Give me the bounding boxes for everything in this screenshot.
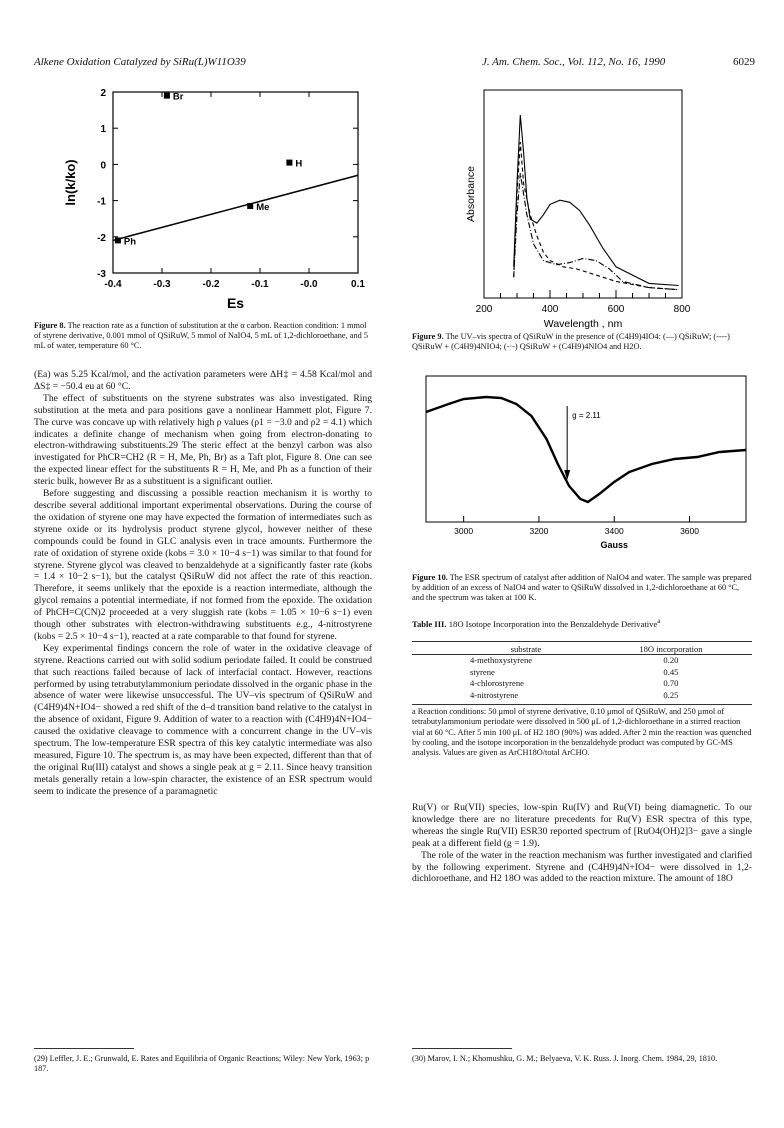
x-tick-label: 3600 [680,526,699,536]
journal-citation: J. Am. Chem. Soc., Vol. 112, No. 16, 1990 [482,56,666,68]
left-column-text [34,369,372,798]
table-3-title: Table III. 18O Isotope Incorporation into the Benzaldehyde Derivative$^a$ [412,617,661,629]
y-tick-label: 0 [100,160,106,172]
x-tick-label: 800 [673,304,691,315]
figure-8-caption: Figure 8. The reaction rate as a function of substitution at the α carbon. Reaction condition: 1 mmol of styrene derivative, 0.001 mmol of QSiRuW, 5 mmol of NaIO4, 5 mL of 1,2-dichloroethane, and 5 mL of water, temperature 60 °C. [34,321,368,351]
x-tick-label: -0.1 [251,279,269,290]
x-axis-label: Es [226,295,245,311]
spectrum-line [514,173,679,290]
y-axis-label: Absorbance [465,165,477,223]
paragraph: The effect of substituents on the styrene substrates was also investigated. Ring substitution at the meta and para positions gave a nonlinear Hammett plot, Figure 7. The curve was concave up with relatively high ρ values (ρ1 = −3.0 and ρ2 = 4.1) which indicates a definite change of mechanism when going from electron-donating to electron-withdrawing substituents.29 The steric effect at the benzyl carbon was also investigated for PhCR=CH2 (R = H, Me, Ph, Br) as a Taft plot, Figure 8. One can see the expected linear effect for the substituents R = H, Me, and Ph as a function of their steric bulk, however Br as a substituent is a significant outlier. [34,392,372,488]
table-row [440,655,730,667]
x-tick-label: 3000 [454,526,474,536]
table-row [440,678,730,690]
data-point [247,203,253,209]
page-number: 6029 [733,56,755,68]
running-header-title: Alkene Oxidation Catalyzed by SiRu(L)W11O39 [34,56,246,68]
paragraph: Ru(V) or Ru(VII) species, low-spin Ru(IV) and Ru(VI) being diamagnetic. To our knowledge there are no literature precedents for Ru(V) ESR spectra of this type, whereas the single Ru(VII) ESR30 reported spectrum of [RuO4(OH)2]3− gave a single peak at a different field (g = 1.9). [412,802,752,849]
x-tick-label: 3400 [604,526,624,536]
x-tick-label: 0.1 [351,279,365,290]
figure-9-caption: Figure 9. The UV–vis spectra of QSiRuW in the presence of (C4H9)4IO4: (—) QSiRuW; (----) QSiRuW + (C4H9)4NIO4; (-·-) QSiRuW + (C4H9)4NIO4 and H2O. [412,332,730,352]
figure-10-caption: Figure 10. The ESR spectrum of catalyst after addition of NaIO4 and water. The sample was prepared by addition of an excess of NaIO4 and water to QSiRuW dissolved in 1,2-dichloroethane at 60 °C, and the spectrum was taken at 100 K. [412,573,752,603]
y-tick-label: 2 [100,88,106,99]
y-tick-label: -3 [97,269,106,280]
figure-10-plot [406,366,756,566]
paragraph: (Ea) was 5.25 Kcal/mol, and the activation parameters were ΔH‡ = 4.58 Kcal/mol and ΔS‡ = −50.4 eu at 60 °C. [34,369,372,392]
table-3 [440,643,730,701]
data-point [286,160,292,166]
y-tick-label: -2 [97,232,106,244]
footnote-30: (30) Marov, I. N.; Khomushku, G. M.; Belyaeva, V. K. Russ. J. Inorg. Chem. 1984, 29, 1810. [412,1054,718,1063]
y-tick-label: 1 [100,124,106,136]
table-row [440,690,730,702]
paragraph: Before suggesting and discussing a possible reaction mechanism it is worthy to describe several additional important experimental observations. During the course of the oxidation of styrene one may have expected the formation of intermediates such as styrene oxide or its hydrolysis product styrene glycol, however neither of these compounds could be found in GLC analysis even in trace amounts. Furthermore the rate of oxidation of styrene oxide (kobs = 3.0 × 10−4 s−1) was similar to that found for styrene. Styrene glycol was cleaved to benzaldehyde at a significantly faster rate (kobs = 1.4 × 10−2 s−1), but the catalyst QSiRuW did not affect the rate of this reaction. Therefore, it seems unlikely that the epoxide is a reaction intermediate, although the glycol remains a potential intermediate, if not formed from the epoxide. The oxidation of PhCH=C(CN)2 proceeded at a very sluggish rate (kobs = 1.05 × 10−6 s−1) even though other substrates with electron-withdrawing substituents e.g., 4-nitrostyrene (kobs = 2.5 × 10−4 s−1), reacted at a rate comparable to that found for styrene. [34,488,372,642]
figure-8-plot [30,80,380,320]
paragraph: The role of the water in the reaction mechanism was further investigated and clarified by the following experiment. Styrene and (C4H9)4N+IO4− were dissolved in 1,2-dichloroethane, and H2 18O was added to the reaction mixture. The amount of 18O [412,849,752,885]
x-tick-label: -0.4 [104,279,122,290]
spectrum-line [514,142,679,290]
substrate-cell: 4-chlorostyrene [470,678,524,688]
data-point [164,93,170,99]
point-label: Me [256,202,270,214]
x-tick-label: -0.0 [300,279,318,290]
x-tick-label: 400 [541,304,559,315]
footnote-29: (29) Leffler, J. E.; Grunwald, E. Rates and Equilibria of Organic Reactions; Wiley: New York, 1963; p 187. [34,1054,370,1073]
figure-9-plot [440,84,710,334]
table-header: 18O incorporation [639,644,703,654]
substrate-cell: 4-nitrostyrene [470,689,519,700]
incorporation-cell: 0.20 [663,655,679,665]
point-label: Ph [123,236,137,248]
y-tick-label: -1 [97,196,106,208]
incorporation-cell: 0.45 [663,666,679,677]
paragraph: Key experimental findings concern the role of water in the oxidative cleavage of styrene. Reactions carried out with solid sodium periodate failed. It could be construed that such reactions failed because of lack of interfacial contact. However, reactions performed by using tetrabutylammonium periodate dissolved in the organic phase in the absence of water were likewise unsuccessful. The UV–vis spectrum of QSiRuW and (C4H9)4N+IO4− showed a red shift of the d–d transition band relative to the catalyst in the absence of oxidant, Figure 9. Addition of water to a reaction with (C4H9)4N+IO4− caused the oxidative cleavage to commence with a concurrent change in the UV–vis spectrum. The low-temperature ESR spectra of this key catalytic intermediate was also measured, Figure 10. The spectrum is, as may have been expected, different than that of the original Ru(III) catalyst and shows a single peak at g = 2.11. Since heavy transition metals generally retain a low-spin character, the existence of an ESR spectrum would seem to indicate the presence of a paramagnetic [34,642,372,797]
right-column-text [412,802,752,885]
spectrum-line [514,115,679,286]
data-point [115,237,121,243]
x-tick-label: 600 [607,304,625,315]
table-3-footnote: a Reaction conditions: 50 μmol of styrene derivative, 0.10 μmol of QSiRuW, and 250 μmol of tetrabutylammonium periodate were dissolved in 500 μL of 1,2-dichloroethane in a stirred reaction vial at 60 °C. After 5 min 100 μL of H2 18O (90%) was added. After 2 min the reaction was quenched by cooling, and the isotope incorporation in the benzaldehyde product was computed by GC-MS analysis. Values are given as ArCH18O/total ArCHO. [412,707,752,758]
point-label: Br [172,91,184,103]
fit-line [113,175,358,240]
substrate-cell: styrene [470,666,495,677]
incorporation-cell: 0.25 [663,689,679,700]
x-tick-label: -0.2 [202,279,220,290]
plot-frame [113,92,358,273]
x-tick-label: 200 [475,304,493,315]
x-tick-label: -0.3 [153,279,171,290]
x-axis-label: Gauss [600,540,628,550]
g-value-annotation: g = 2.11 [572,411,601,420]
substrate-cell: 4-methoxystyrene [470,655,533,665]
point-label: H [295,158,303,170]
incorporation-cell: 0.70 [663,678,679,688]
y-axis-label: ln(k/ko) [63,159,78,206]
table-row [440,667,730,679]
table-header: substrate [510,644,542,654]
x-tick-label: 3200 [529,526,549,536]
x-axis-label: Wavelength , nm [543,318,623,330]
